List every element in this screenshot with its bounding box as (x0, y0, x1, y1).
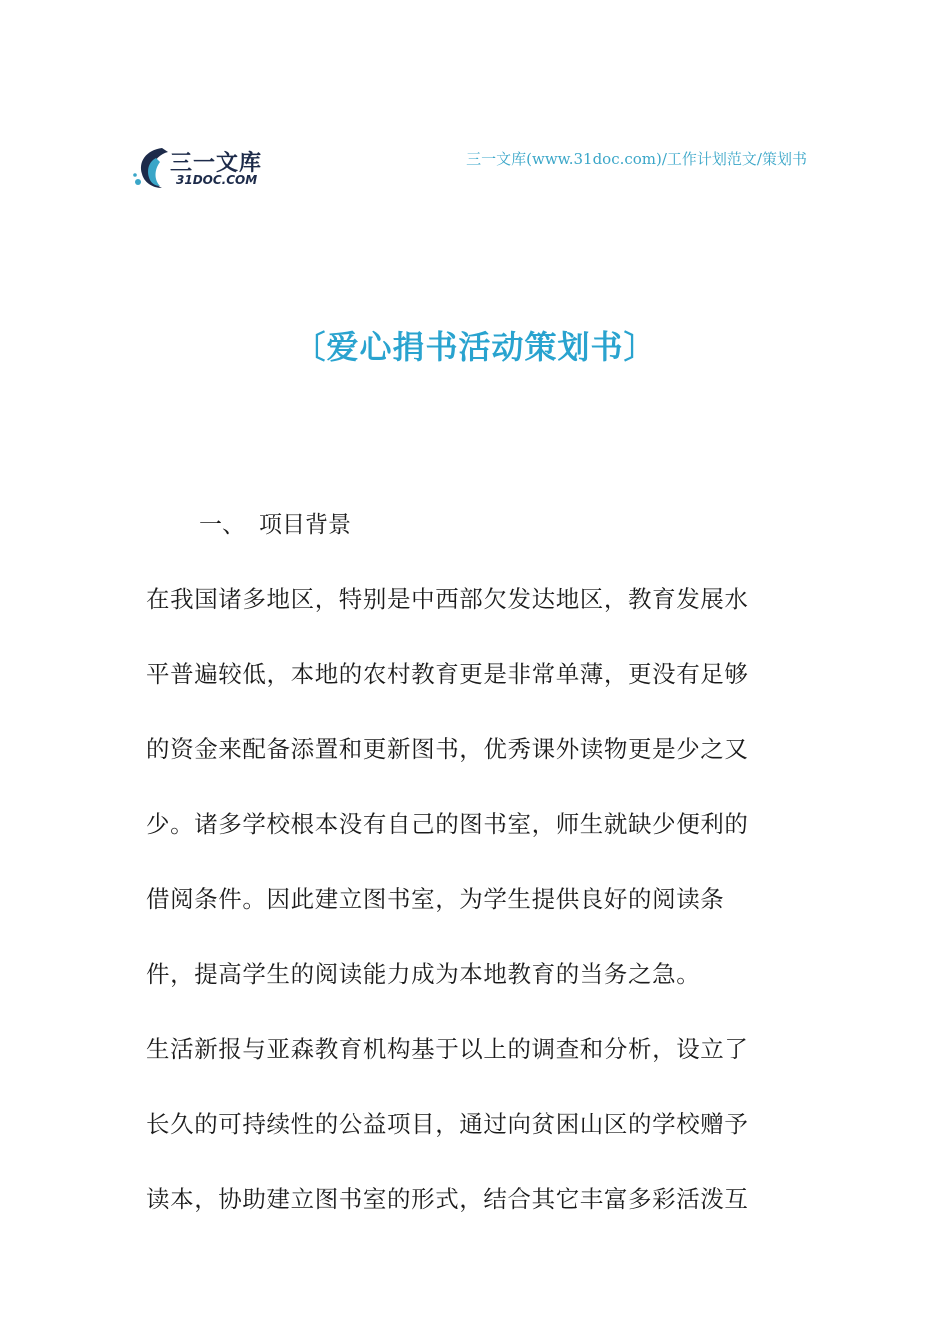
header-breadcrumb-link[interactable]: 三一文库(www.31doc.com)/工作计划范文/策划书 (466, 150, 807, 168)
body-line: 读本，协助建立图书室的形式，结合其它丰富多彩活泼互 (146, 1185, 749, 1213)
section-number: 一、 (199, 512, 245, 538)
body-line: 平普遍较低，本地的农村教育更是非常单薄，更没有足够 (146, 660, 749, 688)
body-line: 生活新报与亚森教育机构基于以上的调查和分析，设立了 (146, 1035, 749, 1063)
section-heading (199, 506, 351, 539)
body-line: 在我国诸多地区，特别是中西部欠发达地区，教育发展水 (146, 585, 749, 613)
body-line: 长久的可持续性的公益项目，通过向贫困山区的学校赠予 (146, 1110, 749, 1138)
body-line: 件，提高学生的阅读能力成为本地教育的当务之急。 (146, 960, 701, 988)
body-line: 的资金来配备添置和更新图书，优秀课外读物更是少之又 (146, 735, 749, 763)
logo-text-en: 31DOC.COM (176, 173, 258, 187)
site-logo (132, 140, 272, 192)
section-heading-text: 项目背景 (259, 512, 351, 538)
document-title: 〔爱心捐书活动策划书〕 (293, 328, 657, 366)
body-line: 借阅条件。因此建立图书室，为学生提供良好的阅读条 (146, 885, 725, 913)
logo-text-cn: 三一文库 (170, 151, 263, 176)
body-line: 少。诸多学校根本没有自己的图书室，师生就缺少便利的 (146, 810, 749, 838)
